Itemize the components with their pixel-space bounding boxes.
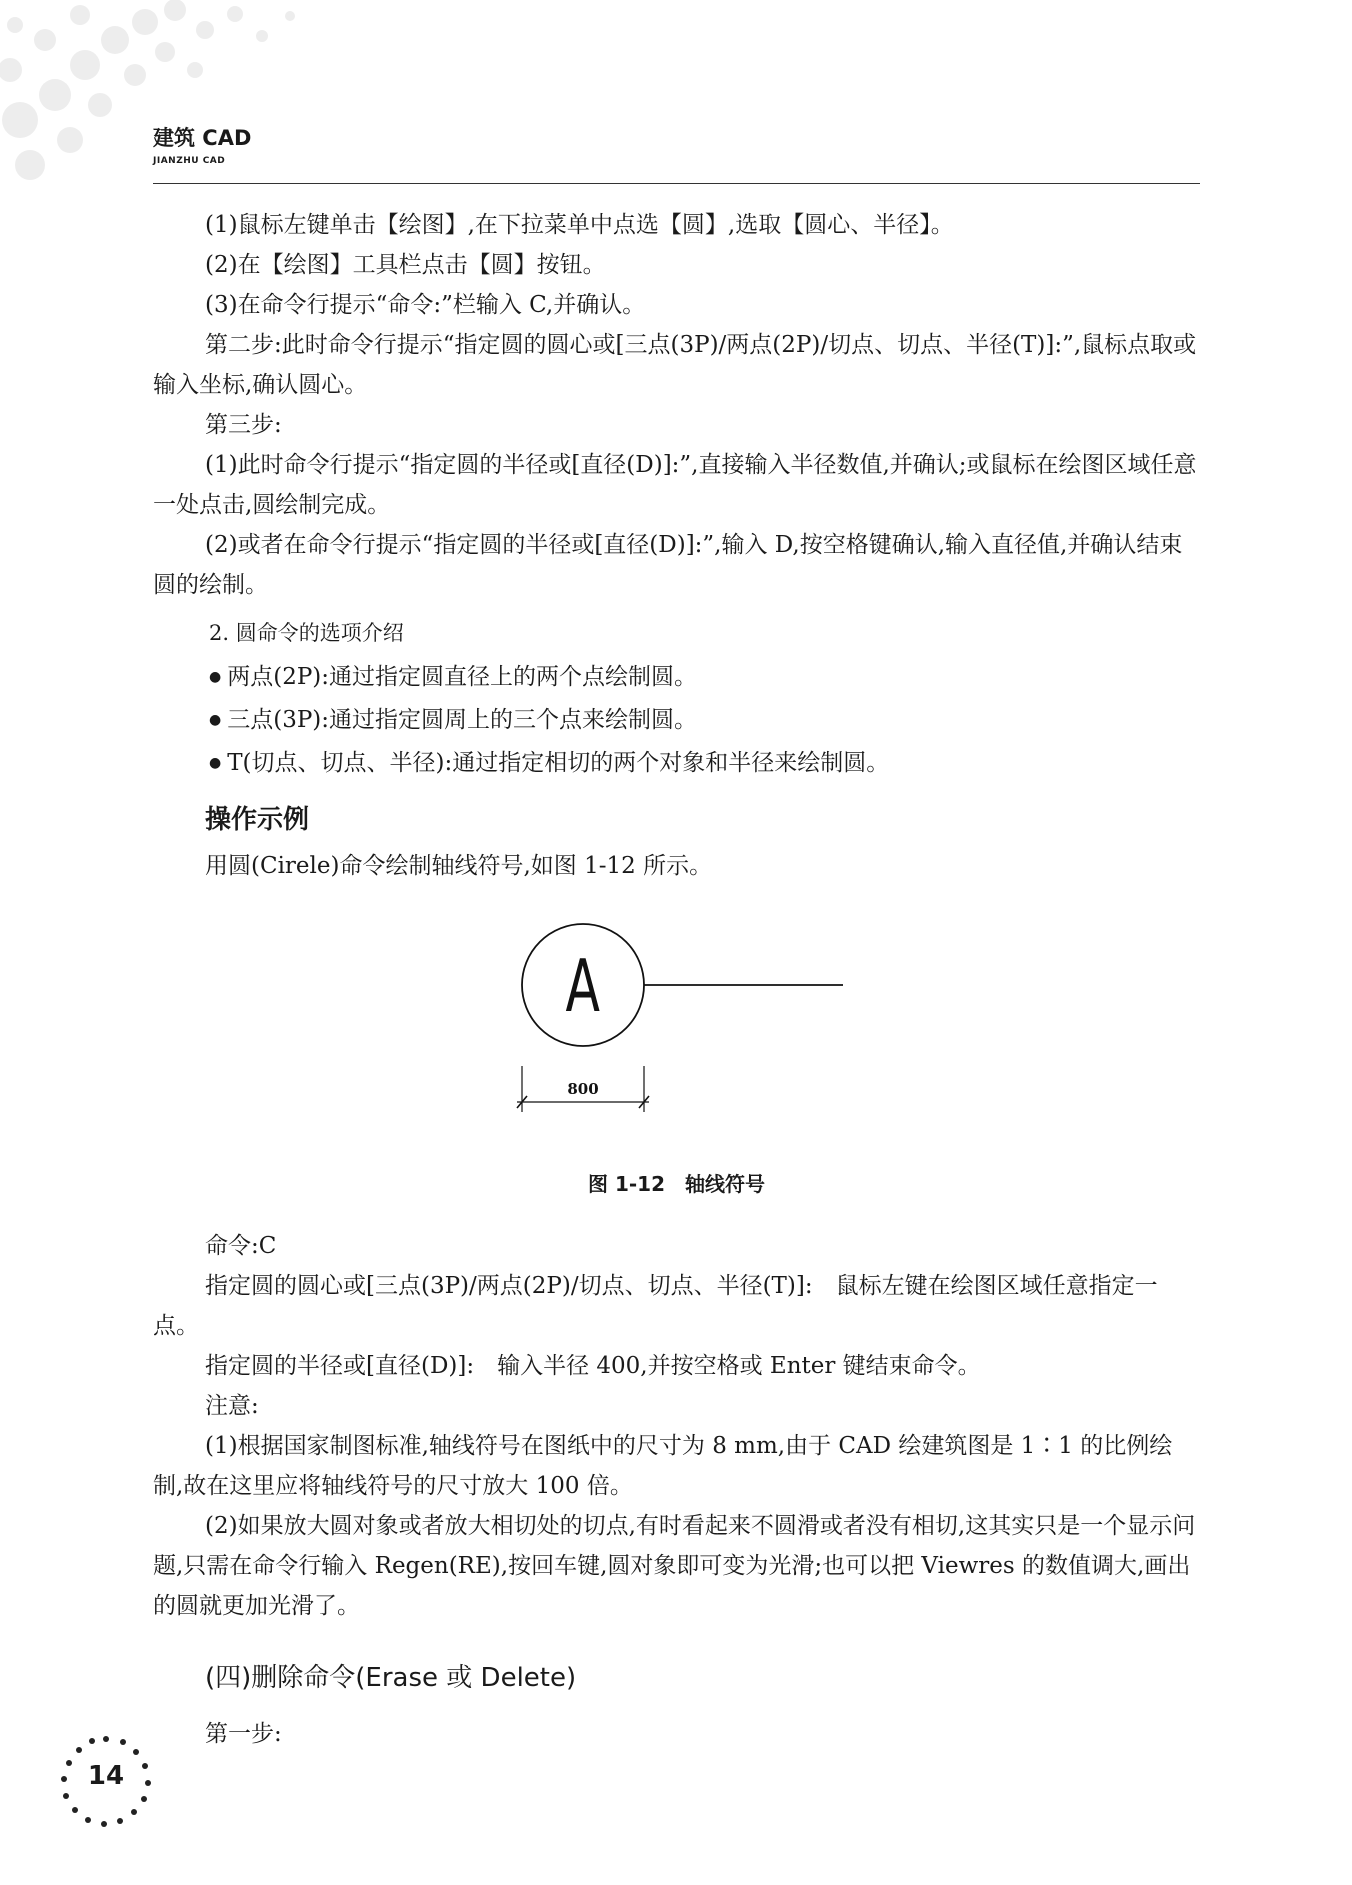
page-number: 14 xyxy=(87,1761,125,1791)
axis-symbol-drawing xyxy=(153,886,1200,1156)
dimension-label: 800 xyxy=(567,1080,599,1098)
paragraph: 注意: xyxy=(205,1393,259,1419)
bullet-item: ● 两点(2P):通过指定圆直径上的两个点绘制圆。 xyxy=(209,657,1200,700)
paragraph: 第二步:此时命令行提示“指定圆的圆心或[三点(3P)/两点(2P)/切点、切点、半径(T)]:”,鼠标点取或输入坐标,确认圆心。 xyxy=(153,332,1197,398)
figure-caption: 图 1-12 轴线符号 xyxy=(587,1172,765,1196)
paragraph: 指定圆的圆心或[三点(3P)/两点(2P)/切点、切点、半径(T)]: 鼠标左键在绘图区域任意指定一点。 xyxy=(153,1273,1158,1339)
header-subtitle: JIANZHU CAD xyxy=(153,156,226,166)
page-number-badge xyxy=(56,1731,156,1831)
paragraph: 第一步: xyxy=(205,1721,282,1747)
axis-symbol-figure xyxy=(153,886,1200,1226)
paragraph: 用圆(Cirele)命令绘制轴线符号,如图 1-12 所示。 xyxy=(205,853,713,879)
paragraph: 第三步: xyxy=(205,412,282,438)
page-body xyxy=(153,205,1200,1754)
bullet-item: ● 三点(3P):通过指定圆周上的三个点来绘制圆。 xyxy=(209,700,1200,743)
example-heading: 操作示例 xyxy=(205,805,310,835)
section-heading: (四)删除命令(Erase 或 Delete) xyxy=(205,1663,577,1693)
header-title: 建筑 CAD xyxy=(153,126,252,150)
paragraph: (2)如果放大圆对象或者放大相切处的切点,有时看起来不圆滑或者没有相切,这其实只是一个显示问题,只需在命令行输入 Regen(RE),按回车键,圆对象即可变为光滑;也可以把 Viewres 的数值调大,画出的圆就更加光滑了。 xyxy=(153,1513,1196,1619)
paragraph: (3)在命令行提示“命令:”栏输入 C,并确认。 xyxy=(205,292,646,318)
paragraph: (2)或者在命令行提示“指定圆的半径或[直径(D)]:”,输入 D,按空格键确认,输入直径值,并确认结束圆的绘制。 xyxy=(153,532,1183,598)
paragraph: (1)根据国家制图标准,轴线符号在图纸中的尺寸为 8 mm,由于 CAD 绘建筑图是 1∶1 的比例绘制,故在这里应将轴线符号的尺寸放大 100 倍。 xyxy=(153,1433,1173,1499)
paragraph: (2)在【绘图】工具栏点击【圆】按钮。 xyxy=(205,252,606,278)
paragraph: 指定圆的半径或[直径(D)]: 输入半径 400,并按空格或 Enter 键结束命令。 xyxy=(205,1353,981,1379)
running-header xyxy=(153,118,1200,184)
axis-letter: A xyxy=(565,943,601,1029)
paragraph: (1)此时命令行提示“指定圆的半径或[直径(D)]:”,直接输入半径数值,并确认;或鼠标在绘图区域任意一处点击,圆绘制完成。 xyxy=(153,452,1197,518)
sub-heading: 2. 圆命令的选项介绍 xyxy=(209,621,404,645)
bullet-item: ● T(切点、切点、半径):通过指定相切的两个对象和半径来绘制圆。 xyxy=(209,743,1200,786)
paragraph: (1)鼠标左键单击【绘图】,在下拉菜单中点选【圆】,选取【圆心、半径】。 xyxy=(205,212,954,238)
paragraph: 命令:C xyxy=(205,1233,277,1259)
